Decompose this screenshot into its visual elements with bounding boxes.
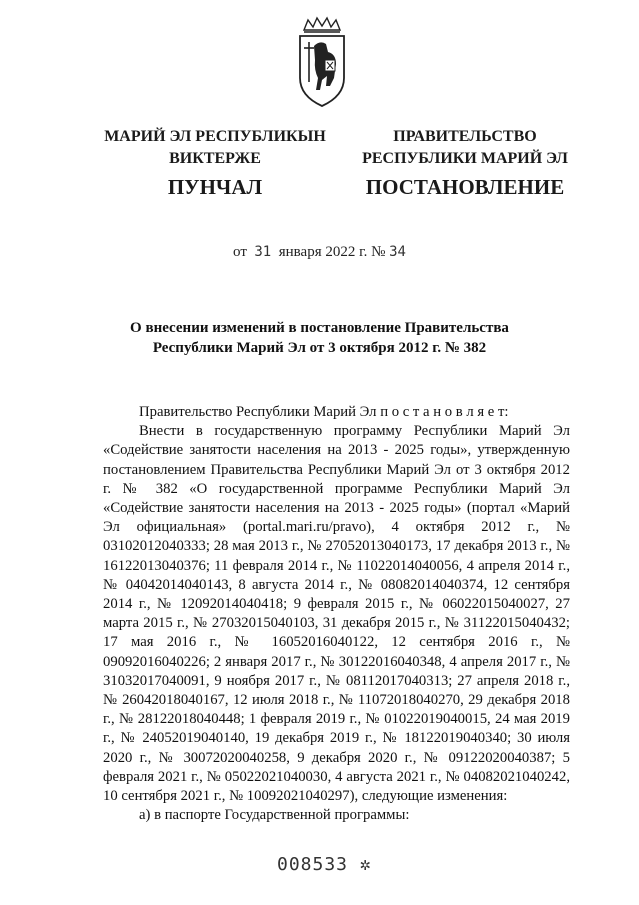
serial-number: 008533 — [277, 854, 349, 875]
title-line-2: Республики Марий Эл от 3 октября 2012 г. № 382 — [152, 340, 487, 356]
header-right-line1: ПРАВИТЕЛЬСТВО — [393, 128, 537, 145]
date-month-year: января 2022 г. № — [278, 244, 386, 260]
title-line-1: О внесении изменений в постановление Правительства — [130, 320, 509, 336]
coat-of-arms-icon — [296, 16, 348, 108]
date-prefix: от — [233, 244, 247, 260]
body-item-a: а) в паспорте Государственной программы: — [139, 807, 410, 824]
header-left-line2: ВИКТЕРЖЕ — [169, 150, 261, 167]
header-left-doc-type: ПУНЧАЛ — [167, 175, 263, 199]
header-right-doc-type: ПОСТАНОВЛЕНИЕ — [365, 175, 565, 199]
date-line — [0, 244, 639, 261]
serial-stamp — [277, 854, 372, 875]
header-left-line1: МАРИЙ ЭЛ РЕСПУБЛИКЫН — [104, 128, 326, 145]
date-day: 31 — [254, 244, 272, 260]
body-intro: Правительство Республики Марий Эл п о с т а н о в л я е т: — [139, 404, 509, 420]
header-right-russian — [340, 126, 590, 200]
header-right-line2: РЕСПУБЛИКИ МАРИЙ ЭЛ — [362, 150, 568, 167]
document-body — [103, 403, 570, 825]
document-number: 34 — [389, 244, 406, 260]
document-title — [100, 318, 539, 358]
header-left-mari — [90, 126, 340, 200]
asterisk-icon: ✲ — [359, 854, 372, 875]
body-main-paragraph: Внести в государственную программу Республики Марий Эл «Содействие занятости населения на 2013 - 2025 годы», утвержденную постановлением Правительства Республики Марий Эл от 3 октября 2012 г. № 382 «О государственной программе Республики Марий Эл «Содействие занятости населения на 2013 - 2025 годы» (портал «Марий Эл официальная» (portal.mari.ru/pravo), 4 октября 2012 г., № 03102012040333; 28 мая 2013 г., № 27052013040173, 17 декабря 2013 г., № 16122013040376; 11 февраля 2014 г., № 11022014040056, 4 апреля 2014 г., № 04042014040143, 8 августа 2014 г., № 08082014040374, 12 сентября 2014 г., № 12092014040418; 9 февраля 2015 г., № 06022015040027, 27 марта 2015 г., № 27032015040103, 31 декабря 2015 г., № 31122015040432; 17 мая 2016 г., № 16052016040122, 12 сентября 2016 г., № 09092016040226; 2 января 2017 г., № 30122016040348, 4 апреля 2017 г., № 31032017040091, 9 ноября 2017 г., № 08112017040313; 27 апреля 2018 г., № 26042018040167, 12 июля 2018 г., № 11072018040270, 29 декабря 2018 г., № 28122018040448; 1 февраля 2019 г., № 01022019040015, 24 мая 2019 г., № 24052019040140, 19 декабря 2019 г., № 18122019040340; 30 июля 2020 г., № 30072020040258, 9 декабря 2020 г., № 09122020040387; 5 февраля 2021 г., № 05022021040030, 4 августа 2021 г., № 04082021040242, 10 сентября 2021 г., № 10092021040297), следующие изменения: — [103, 423, 570, 805]
